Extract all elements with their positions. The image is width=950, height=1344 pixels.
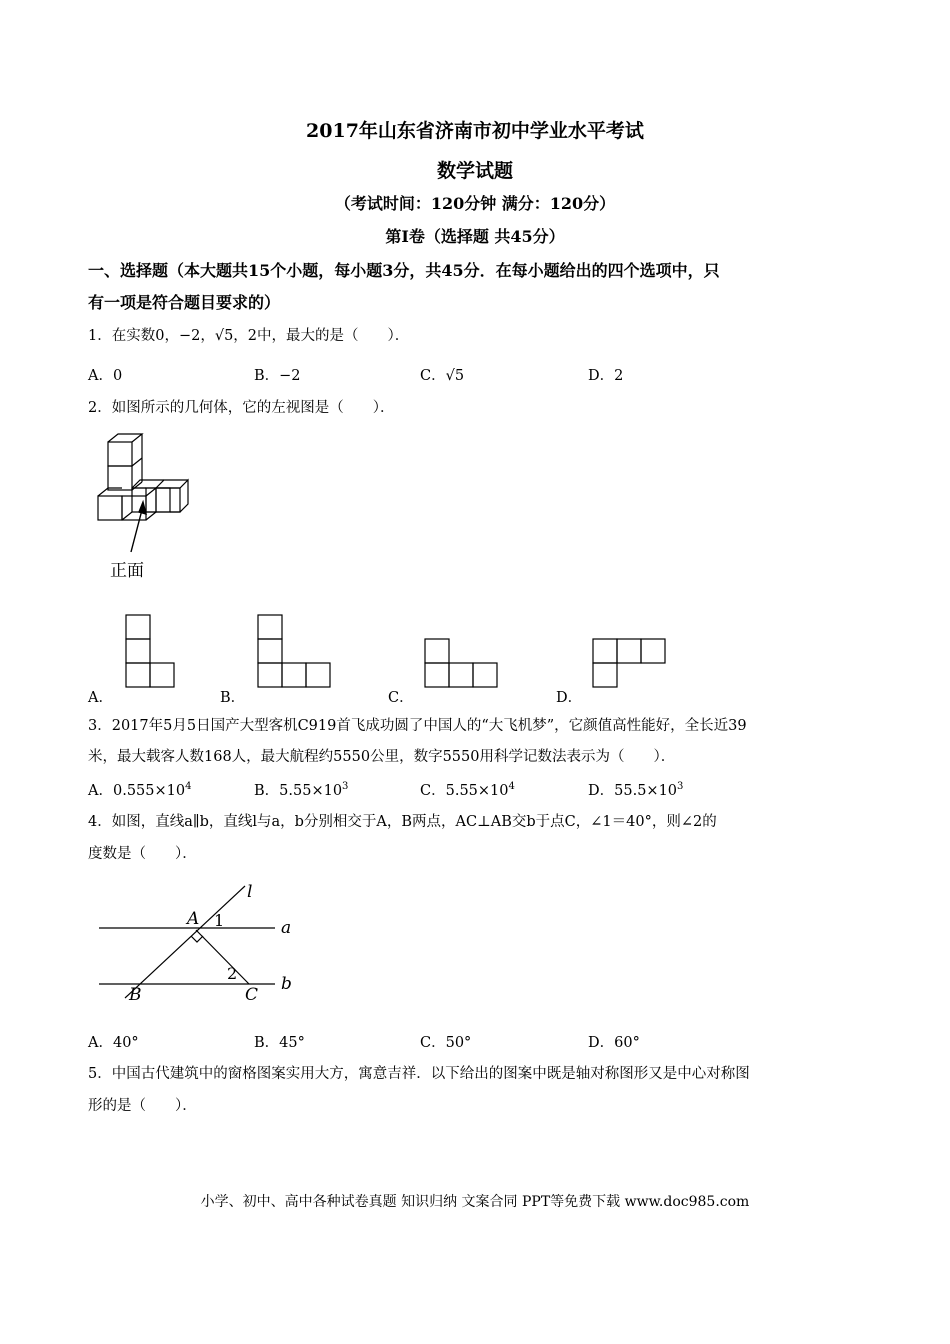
q4-line2: 度数是（ ）． xyxy=(88,846,197,862)
option-label: B． xyxy=(254,783,280,799)
q4-label-a: a xyxy=(281,918,292,938)
option-label: C． xyxy=(420,783,446,799)
option-exponent: 4 xyxy=(185,781,192,793)
exam-subtitle: 数学试题 xyxy=(436,160,513,182)
q4-label-C: C xyxy=(245,985,259,1005)
option-exponent: 4 xyxy=(508,781,515,793)
segment-ac xyxy=(196,930,249,984)
q4-option-c: C．50° xyxy=(420,1035,472,1051)
exam-title: 2017年山东省济南市初中学业水平考试 xyxy=(306,120,644,142)
q1-option-d: D．2 xyxy=(588,368,624,384)
q4-label-A: A xyxy=(187,909,200,929)
page-footer: 小学、初中、高中各种试卷真题 知识归纳 文案合同 PPT等免费下载 www.doc985.com xyxy=(200,1194,750,1210)
q4-option-b: B．45° xyxy=(254,1035,305,1051)
option-base: 0.555×10 xyxy=(112,783,186,799)
q5-line2: 形的是（ ）． xyxy=(88,1098,197,1114)
option-base: 5.55×10 xyxy=(279,783,343,799)
q1-stem: 1．在实数0，−2，√5，2中，最大的是（ ）． xyxy=(88,328,410,344)
q1-option-b: B．−2 xyxy=(254,368,301,384)
exam-info: （考试时间：120分钟 满分：120分） xyxy=(334,194,616,213)
option-base: 5.55×10 xyxy=(445,783,509,799)
q2-option-a: A． xyxy=(88,690,113,706)
q2-front-label: 正面 xyxy=(110,561,144,581)
q2-view-a xyxy=(125,614,175,688)
q4-option-a: A．40° xyxy=(88,1035,139,1051)
q3-option-a xyxy=(88,779,191,800)
right-angle-mark xyxy=(191,936,203,942)
q4-label-B: B xyxy=(129,985,142,1005)
q4-geometry-figure xyxy=(95,880,305,1005)
q2-option-b: B． xyxy=(220,690,246,706)
option-exponent: 3 xyxy=(677,781,684,793)
q2-front-arrow xyxy=(125,500,155,555)
q4-option-d: D．60° xyxy=(588,1035,640,1051)
option-base: 55.5×10 xyxy=(614,783,678,799)
q4-label-angle2: 2 xyxy=(227,964,238,983)
q2-view-d xyxy=(592,638,666,688)
q1-option-a: A．0 xyxy=(88,368,123,384)
q4-label-l: l xyxy=(247,882,253,902)
q2-view-b xyxy=(257,614,331,688)
q3-option-d xyxy=(588,779,683,800)
option-label: A． xyxy=(88,783,113,799)
q3-option-b xyxy=(254,779,348,800)
q2-option-d: D． xyxy=(556,690,583,706)
part-heading: 第Ⅰ卷（选择题 共45分） xyxy=(385,227,565,246)
q4-line1: 4．如图，直线a∥b，直线l与a，b分别相交于A，B两点，AC⊥AB交b于点C，∠1＝40°，则∠2的 xyxy=(88,814,717,830)
q3-line2: 米，最大载客人数168人，最大航程约5550公里，数字5550用科学记数法表示为（ ）． xyxy=(88,749,676,765)
q2-option-c: C． xyxy=(388,690,414,706)
q1-option-c: C．√5 xyxy=(420,368,465,384)
option-label: D． xyxy=(588,783,615,799)
option-exponent: 3 xyxy=(342,781,349,793)
section-heading-line2: 有一项是符合题目要求的） xyxy=(88,293,281,312)
q4-label-angle1: 1 xyxy=(214,911,225,930)
q2-stem: 2．如图所示的几何体，它的左视图是（ ）． xyxy=(88,400,395,416)
q3-option-c xyxy=(420,779,515,800)
q2-view-c xyxy=(424,638,498,688)
q3-line1: 3．2017年5月5日国产大型客机C919首飞成功圆了中国人的“大飞机梦”，它颜值高性能好，全长近39 xyxy=(88,718,747,734)
q5-line1: 5．中国古代建筑中的窗格图案实用大方，寓意吉祥．以下给出的图案中既是轴对称图形又是中心对称图 xyxy=(88,1066,750,1082)
q4-label-b: b xyxy=(281,974,292,994)
section-heading-line1: 一、选择题（本大题共15个小题，每小题3分，共45分．在每小题给出的四个选项中，只 xyxy=(88,261,720,280)
